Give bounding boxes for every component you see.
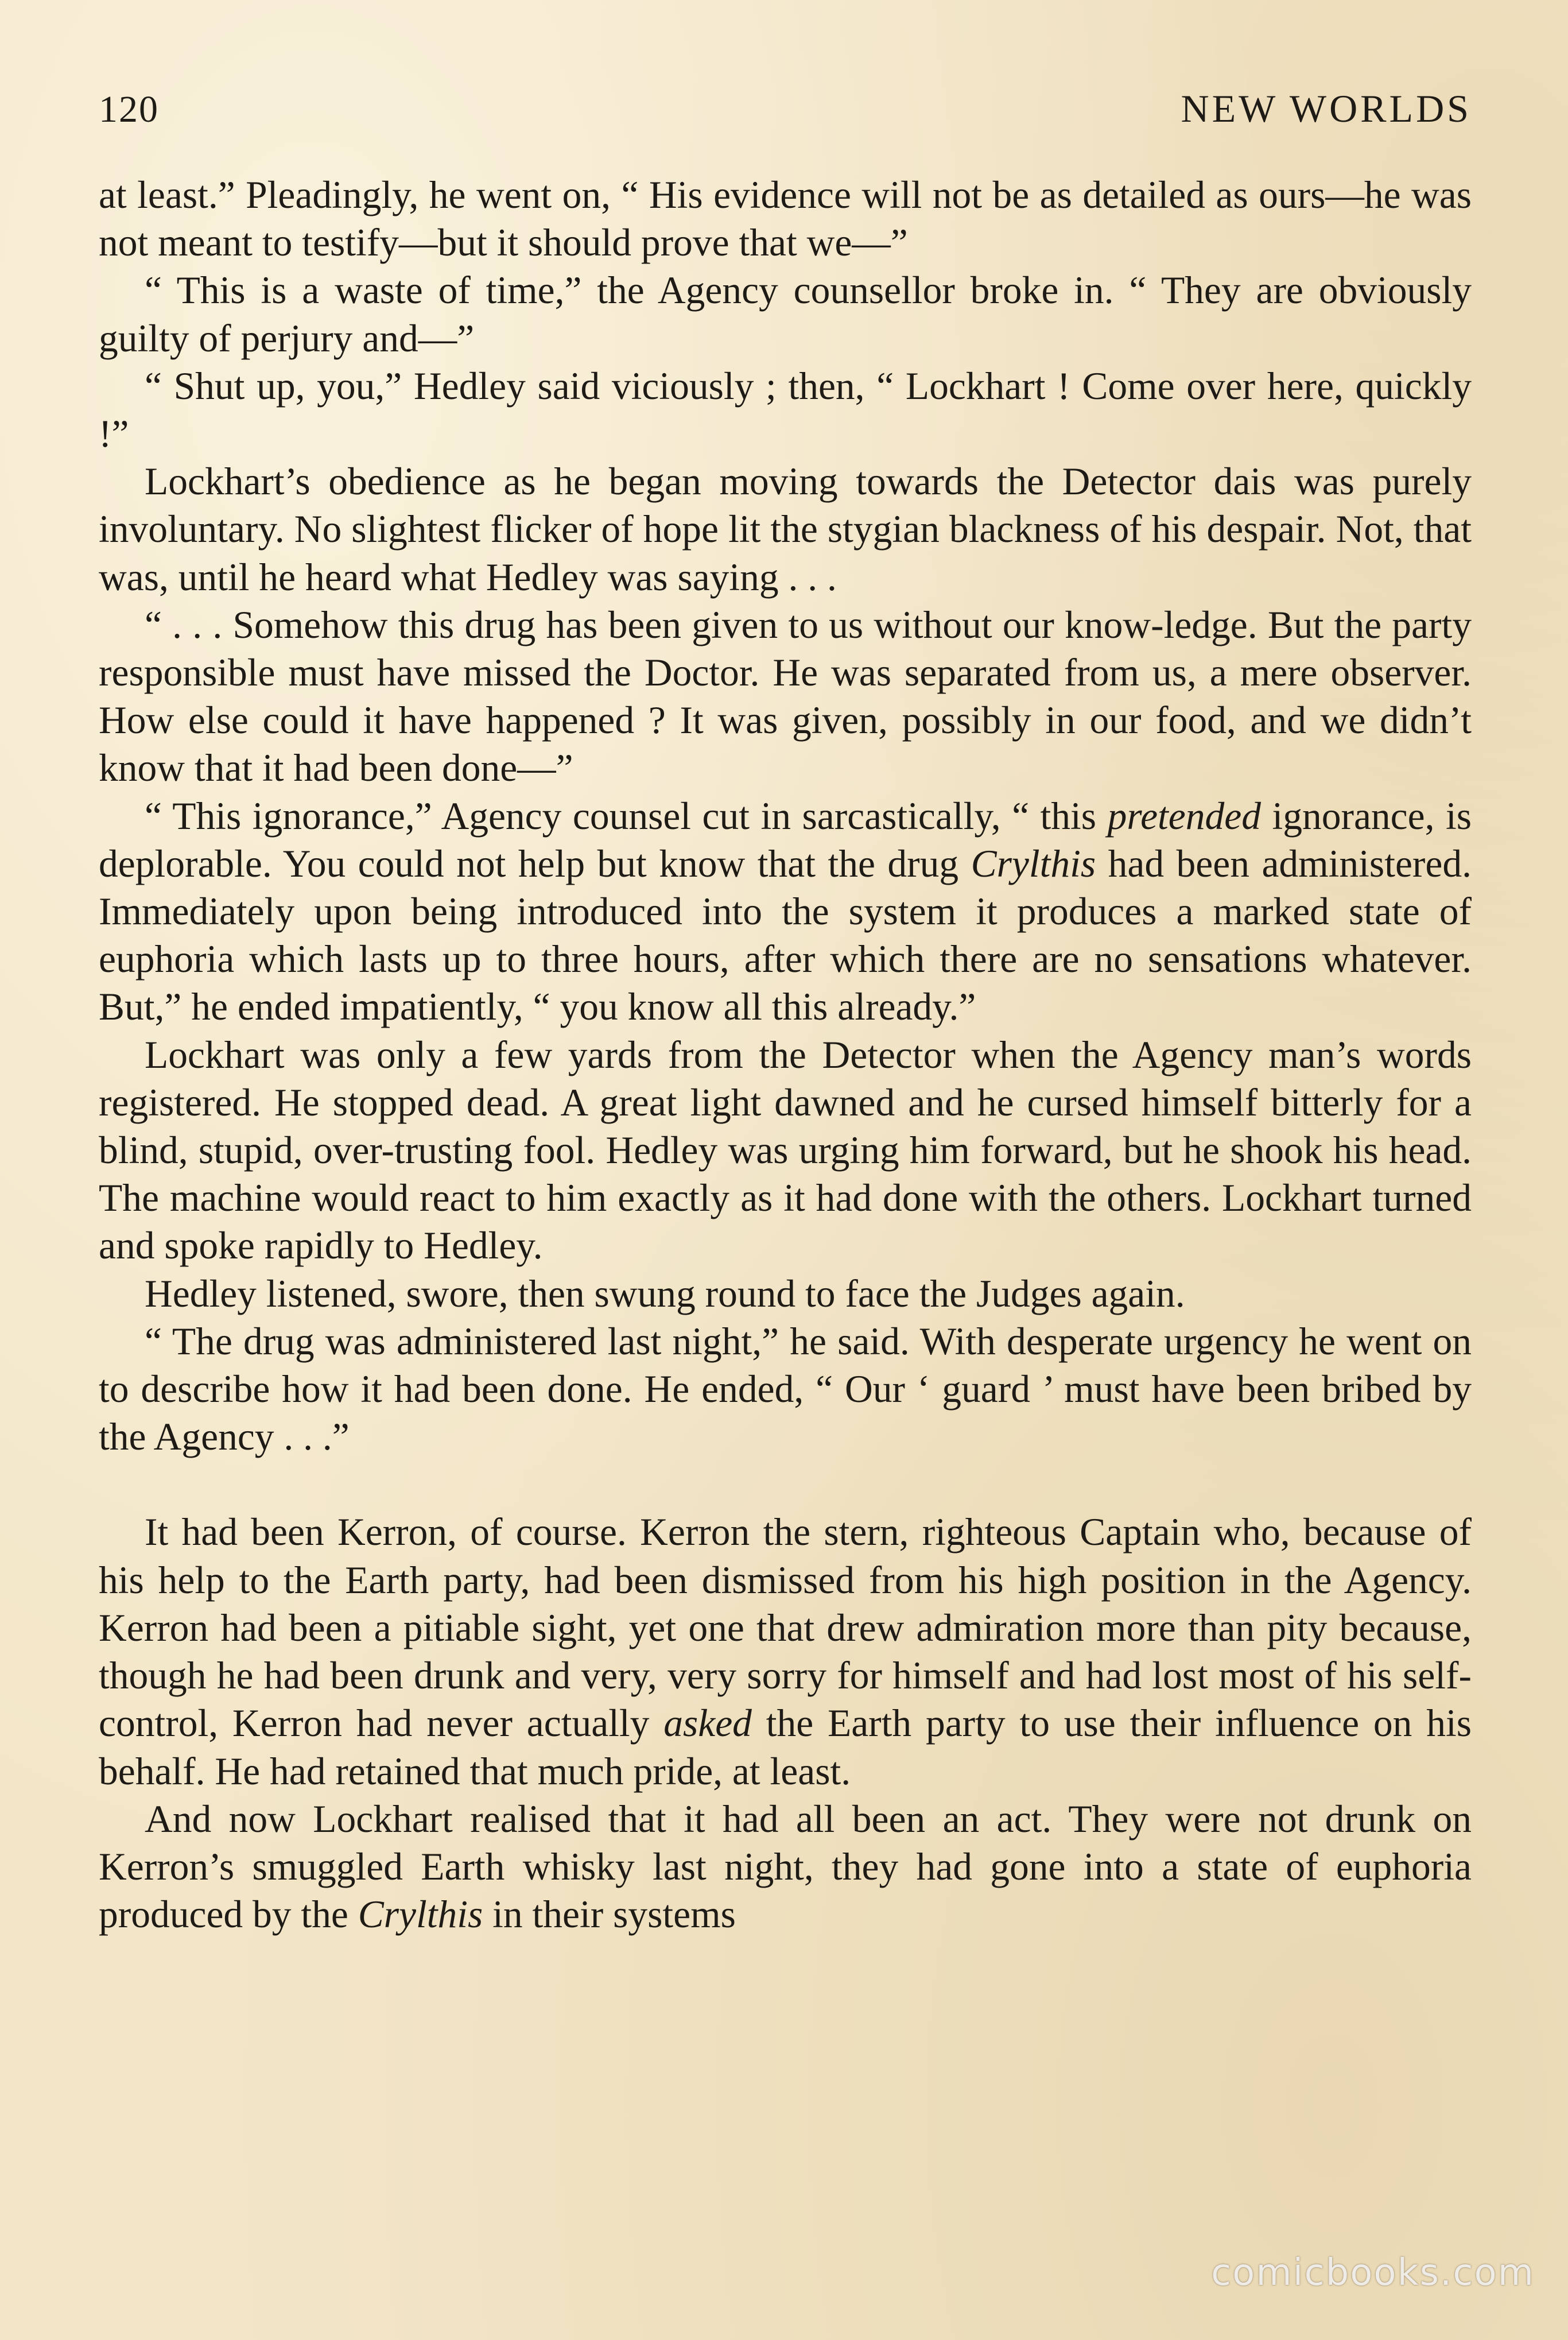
paragraph: Lockhart was only a few yards from the Detector when the Agency man’s words registered. He stopped dead. A great light dawned and he cursed himself bitterly for a blind, stupid, over-trusting fool. Hedley was urging him forward, but he shook his head. The machine would react to him exactly as it had done with the others. Lockhart turned and spoke rapidly to Hedley.	[99, 1033, 1472, 1268]
paragraph: And now Lockhart realised that it had all been an act. They were not drunk on Kerron’s smuggled Earth whisky last night, they had gone into a state of euphoria produced by the Crylthis in their systems	[99, 1797, 1472, 1936]
paragraph: “ Shut up, you,” Hedley said viciously ; then, “ Lockhart ! Come over here, quickly !”	[99, 364, 1472, 456]
paragraph: Lockhart’s obedience as he began moving towards the Detector dais was purely involuntary. No slightest flicker of hope lit the stygian blackness of his despair. Not, that was, until he heard what Hedley was saying . . .	[99, 460, 1472, 599]
italic-word: pretended	[1107, 794, 1261, 838]
page-number: 120	[99, 88, 159, 130]
paragraph: “ This ignorance,” Agency counsel cut in sarcastically, “ this pretended ignorance, is deplorable. You could not help but know that the drug Crylthis had been administered. Immediately upon being introduced into the system it produces a marked state of euphoria which lasts up to three hours, after which there are no sensations whatever. But,” he ended impatiently, “ you know all this already.”	[99, 794, 1472, 1029]
paragraph-section-start: It had been Kerron, of course. Kerron the stern, righteous Captain who, because of his help to the Earth party, had been dismissed from his high position in the Agency. Kerron had been a pitiable sight, yet one that drew admiration more than pity because, though he had been drunk and very, very sorry for himself and had lost most of his self-control, Kerron had never actually asked the Earth party to use their influence on his behalf. He had retained that much pride, at least.	[99, 1510, 1472, 1793]
paragraph: at least.” Pleadingly, he went on, “ His evidence will not be as detailed as ours—he was not meant to testify—but it should prove that we—”	[99, 173, 1472, 265]
italic-drug-name: Crylthis	[358, 1893, 483, 1936]
body-text	[99, 171, 1472, 1938]
paragraph: “ This is a waste of time,” the Agency counsellor broke in. “ They are obviously guilty of perjury and—”	[99, 269, 1472, 360]
paragraph: Hedley listened, swore, then swung round to face the Judges again.	[145, 1272, 1185, 1315]
paragraph: “ . . . Somehow this drug has been given to us without our know-ledge. But the party responsible must have missed the Doctor. He was separated from us, a mere observer. How else could it have happened ? It was given, possibly in our food, and we didn’t know that it had been done—”	[99, 603, 1472, 790]
book-page	[99, 86, 1472, 1938]
italic-word: asked	[663, 1702, 752, 1745]
watermark: comicbooks.com	[1210, 2252, 1535, 2294]
paragraph: “ The drug was administered last night,” he said. With desperate urgency he went on to describe how it had been done. He ended, “ Our ‘ guard ’ must have been bribed by the Agency . . .”	[99, 1319, 1472, 1459]
italic-drug-name: Crylthis	[971, 842, 1096, 885]
running-head	[99, 86, 1472, 155]
running-title: NEW WORLDS	[1181, 87, 1472, 130]
